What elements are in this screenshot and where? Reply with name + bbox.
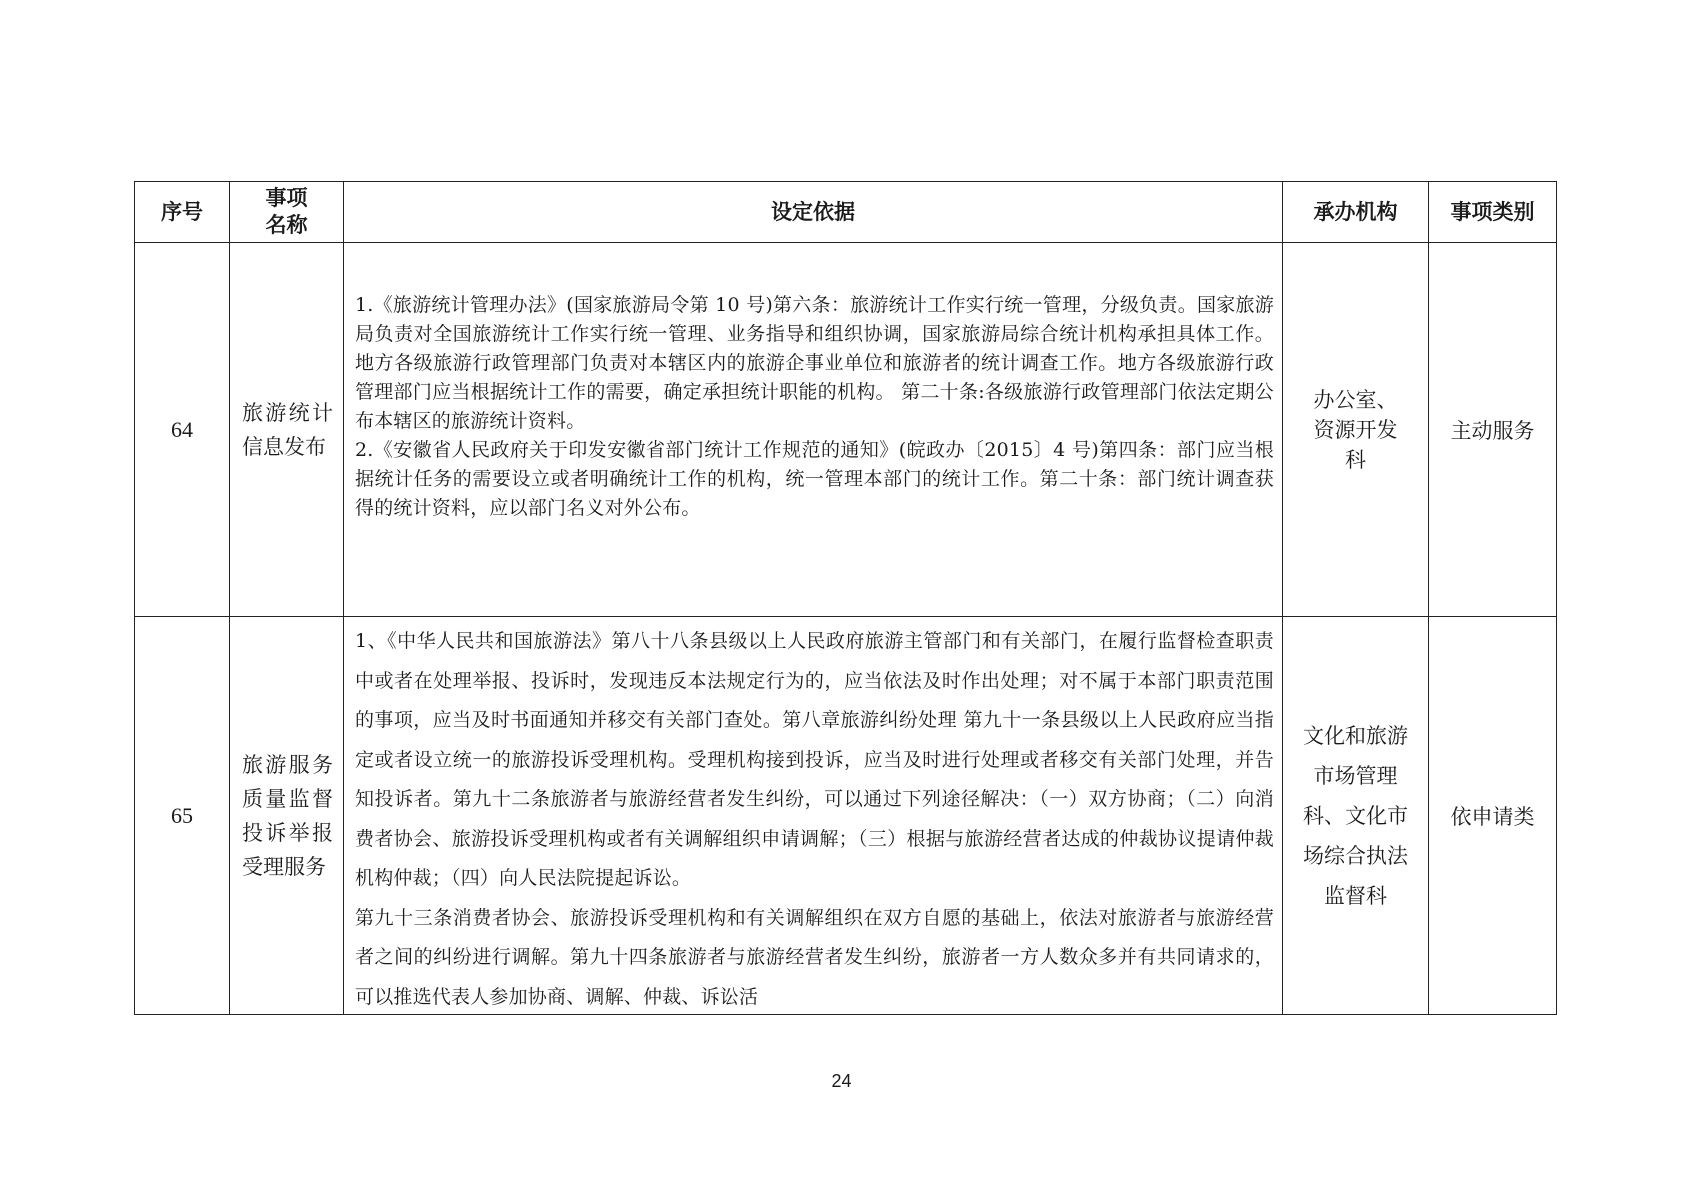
basis-paragraph: 第九十三条消费者协会、旅游投诉受理机构和有关调解组织在双方自愿的基础上，依法对旅游者与旅游经营者之间的纠纷进行调解。第九十四条旅游者与旅游经营者发生纠纷，旅游者一方人数众多并有共同请求的，可以推选代表人参加协商、调解、仲裁、诉讼活 bbox=[355, 906, 1274, 1008]
item-name-text: 旅游统计信息发布 bbox=[242, 400, 333, 459]
basis-paragraph: 1.《旅游统计管理办法》(国家旅游局令第 10 号)第六条：旅游统计工作实行统一管理，分级负责。国家旅游局负责对全国旅游统计工作实行统一管理、业务指导和组织协调，国家旅游局综合统计机构承担具体工作。地方各级旅游行政管理部门负责对本辖区内的旅游企事业单位和旅游者的统计调查工作。地方各级旅游行政管理部门应当根据统计工作的需要，确定承担统计职能的机构。 第二十条:各级旅游行政管理部门依法定期公布本辖区的旅游统计资料。 bbox=[355, 294, 1274, 432]
header-seq: 序号 bbox=[135, 182, 230, 243]
matters-table bbox=[134, 181, 1557, 1015]
row-category: 依申请类 bbox=[1429, 617, 1557, 1015]
page-number: 24 bbox=[831, 1071, 852, 1091]
row-category: 主动服务 bbox=[1429, 243, 1557, 617]
header-item-name: 事项名称 bbox=[230, 182, 344, 243]
row-item-name bbox=[230, 243, 344, 617]
basis-paragraph: 2.《安徽省人民政府关于印发安徽省部门统计工作规范的通知》(皖政办〔2015〕4 号)第四条：部门应当根据统计任务的需要设立或者明确统计工作的机构，统一管理本部门的统计工作。第二十条：部门统计调查获得的统计资料，应以部门名义对外公布。 bbox=[355, 439, 1274, 519]
basis-paragraph: 1、《中华人民共和国旅游法》第八十八条县级以上人民政府旅游主管部门和有关部门，在履行监督检查职责中或者在处理举报、投诉时，发现违反本法规定行为的，应当依法及时作出处理；对不属于本部门职责范围的事项，应当及时书面通知并移交有关部门查处。第八章旅游纠纷处理 第九十一条县级以上人民政府应当指定或者设立统一的旅游投诉受理机构。受理机构接到投诉，应当及时进行处理或者移交有关部门处理，并告知投诉者。第九十二条旅游者与旅游经营者发生纠纷，可以通过下列途径解决：（一）双方协商；（二）向消费者协会、旅游投诉受理机构或者有关调解组织申请调解；（三）根据与旅游经营者达成的仲裁协议提请仲裁机构仲裁；（四）向人民法院提起诉讼。 bbox=[355, 630, 1274, 889]
table-row bbox=[135, 617, 1557, 1015]
row-org: 办公室、资源开发科 bbox=[1283, 243, 1429, 617]
table-header-row bbox=[135, 182, 1557, 243]
header-category: 事项类别 bbox=[1429, 182, 1557, 243]
row-item-name bbox=[230, 617, 344, 1015]
row-org: 文化和旅游市场管理科、文化市场综合执法监督科 bbox=[1283, 617, 1429, 1015]
row-seq: 64 bbox=[135, 243, 230, 617]
row-basis bbox=[344, 243, 1283, 617]
row-basis bbox=[344, 617, 1283, 1015]
header-basis: 设定依据 bbox=[344, 182, 1283, 243]
row-seq: 65 bbox=[135, 617, 230, 1015]
header-org: 承办机构 bbox=[1283, 182, 1429, 243]
item-name-text: 旅游服务质量监督投诉举报受理服务 bbox=[242, 752, 333, 879]
table-row bbox=[135, 243, 1557, 617]
